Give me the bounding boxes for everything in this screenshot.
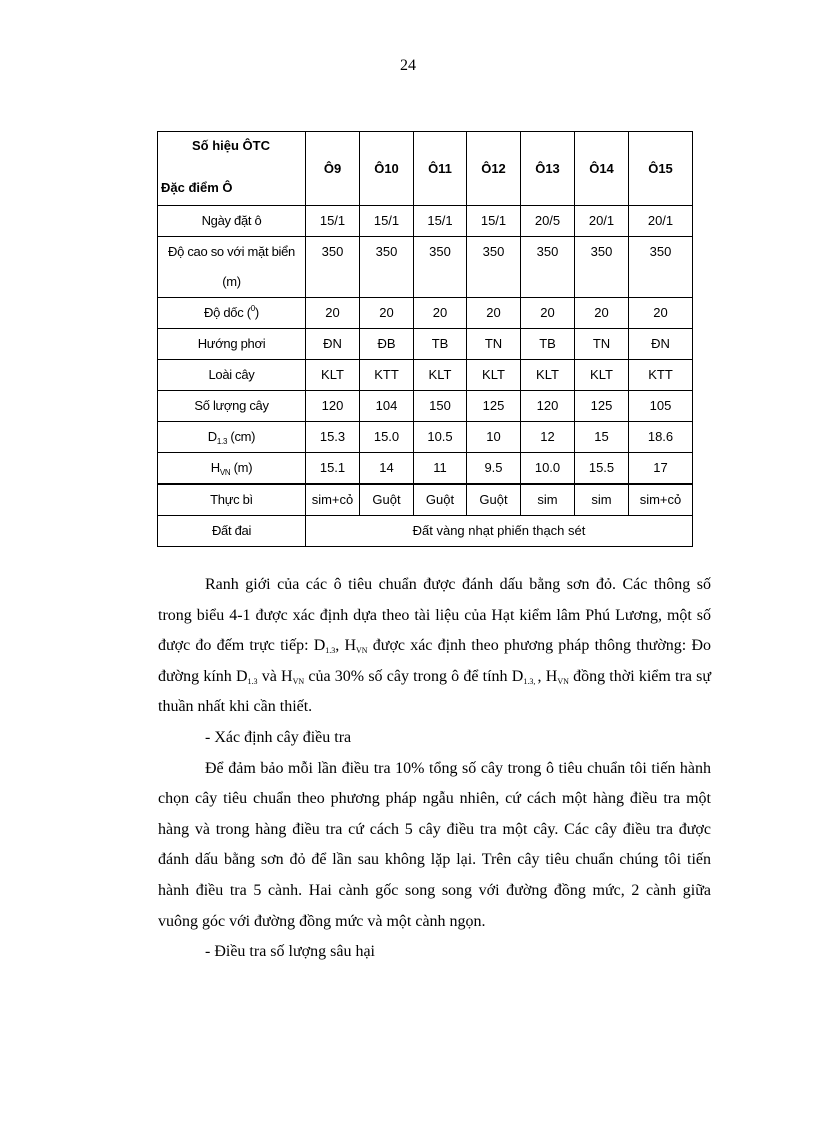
table-cell: KLT (414, 360, 467, 391)
header-plot-id-label: Số hiệu ÔTC (192, 138, 270, 153)
table-cell: 10.5 (414, 422, 467, 453)
table-cell: 104 (360, 391, 414, 422)
table-cell: 150 (414, 391, 467, 422)
row-label-line: Độ cao so với mặt biển (168, 244, 295, 259)
table-cell: 20/1 (629, 206, 693, 237)
table-cell: KLT (575, 360, 629, 391)
table-cell: 20 (414, 298, 467, 329)
table-cell: 11 (414, 453, 467, 485)
table-cell: 350 (521, 237, 575, 298)
table-cell: 10 (467, 422, 521, 453)
row-label: Loài cây (158, 360, 306, 391)
table-cell: 18.6 (629, 422, 693, 453)
table-cell: sim+cỏ (629, 484, 693, 516)
table-cell: KTT (629, 360, 693, 391)
table-cell: Guột (360, 484, 414, 516)
table-row (158, 237, 693, 298)
table-cell: KLT (467, 360, 521, 391)
table-row (158, 206, 693, 237)
table-cell: 12 (521, 422, 575, 453)
table-row (158, 391, 693, 422)
table-cell: sim (521, 484, 575, 516)
table-row (158, 422, 693, 453)
table-cell: 15.5 (575, 453, 629, 485)
table-cell: TN (575, 329, 629, 360)
table-cell: 17 (629, 453, 693, 485)
table-row (158, 484, 693, 516)
row-label: Thực bì (158, 484, 306, 516)
body-text (158, 570, 711, 968)
table-cell: KLT (521, 360, 575, 391)
table-cell: TB (414, 329, 467, 360)
table-row (158, 329, 693, 360)
table-cell: 350 (629, 237, 693, 298)
table-cell: 350 (306, 237, 360, 298)
table-cell: 15/1 (467, 206, 521, 237)
table-cell: ĐN (629, 329, 693, 360)
table-cell: 350 (467, 237, 521, 298)
table-cell: TN (467, 329, 521, 360)
section-heading: - Xác định cây điều tra (205, 728, 352, 746)
table-header-row (158, 132, 693, 206)
table-cell: 20/1 (575, 206, 629, 237)
table-row (158, 453, 693, 485)
table-row (158, 360, 693, 391)
header-plot-feature-label: Đặc điểm Ô (161, 180, 233, 195)
table-cell: 14 (360, 453, 414, 485)
table-cell: 105 (629, 391, 693, 422)
column-header: Ô11 (414, 132, 467, 206)
table-cell: 15/1 (414, 206, 467, 237)
row-label: Số lượng cây (158, 391, 306, 422)
table-cell: 20 (575, 298, 629, 329)
paragraph: Ranh giới của các ô tiêu chuẩn được đánh dấu bằng sơn đỏ. Các thông số trong biểu 4-1 được xác định dựa theo tài liệu của Hạt kiểm lâm Phú Lương, một số được đo đếm trực tiếp: $D_{1.3}$, $H_{VN}$ được xác định theo phương pháp thông thường: Đo đường kính $D_{1.3}$ và $H_{VN}$ của 30% số cây trong ô để tính $D_{1.3,}$ , $H_{VN}$ đồng thời kiểm tra sự thuần nhất khi cần thiết. (158, 576, 712, 716)
table-cell: 20 (360, 298, 414, 329)
table-cell: 350 (360, 237, 414, 298)
section-heading: - Điều tra số lượng sâu hại (205, 943, 375, 961)
table-cell: 9.5 (467, 453, 521, 485)
row-label: Độ dốc ($^0$) (158, 298, 306, 329)
row-label-line: (m) (222, 274, 241, 289)
table-row (158, 516, 693, 547)
plot-characteristics-table (157, 131, 693, 547)
table-cell: 120 (521, 391, 575, 422)
table-cell: KLT (306, 360, 360, 391)
table-cell: 10.0 (521, 453, 575, 485)
table-cell-merged: Đất vàng nhạt phiến thạch sét (306, 516, 693, 547)
paragraph: Để đảm bảo mỗi lần điều tra 10% tổng số cây trong ô tiêu chuẩn tôi tiến hành chọn cây tiêu chuẩn theo phương pháp ngẫu nhiên, cứ cách một hàng điều tra một hàng và trong hàng điều tra cứ cách 5 cây điều tra một cây. Các cây điều tra được đánh dấu bằng sơn đỏ để lần sau không lặp lại. Trên cây tiêu chuẩn chúng tôi tiến hành điều tra 5 cành. Hai cành gốc song song với đường đồng mức, 2 cành giữa vuông góc với đường đồng mức và một cành ngọn. (158, 759, 711, 930)
row-label (158, 237, 306, 298)
table-cell: 120 (306, 391, 360, 422)
table-cell: Guột (467, 484, 521, 516)
table-cell: 350 (414, 237, 467, 298)
row-label: $H_{VN}$ (m) (158, 453, 306, 485)
row-label: $D_{1.3}$ (cm) (158, 422, 306, 453)
table-cell: 15.1 (306, 453, 360, 485)
table-cell: 125 (575, 391, 629, 422)
column-header: Ô14 (575, 132, 629, 206)
table-cell: sim+cỏ (306, 484, 360, 516)
table-cell: 20/5 (521, 206, 575, 237)
table-cell: 20 (306, 298, 360, 329)
table-cell: 20 (521, 298, 575, 329)
row-label: Đất đai (158, 516, 306, 547)
table-cell: 20 (467, 298, 521, 329)
table-cell: 350 (575, 237, 629, 298)
table-cell: sim (575, 484, 629, 516)
table-row (158, 298, 693, 329)
table-cell: 15.3 (306, 422, 360, 453)
table-cell: 15 (575, 422, 629, 453)
column-header: Ô10 (360, 132, 414, 206)
row-label: Ngày đặt ô (158, 206, 306, 237)
table-cell: ĐN (306, 329, 360, 360)
table-cell: 20 (629, 298, 693, 329)
table-cell: 15.0 (360, 422, 414, 453)
table-cell: TB (521, 329, 575, 360)
column-header: Ô12 (467, 132, 521, 206)
page-number: 24 (400, 57, 416, 74)
column-header: Ô13 (521, 132, 575, 206)
table-cell: Guột (414, 484, 467, 516)
table-cell: KTT (360, 360, 414, 391)
table-cell: 15/1 (360, 206, 414, 237)
table-cell: 15/1 (306, 206, 360, 237)
table-cell: ĐB (360, 329, 414, 360)
header-corner-cell (158, 132, 306, 206)
column-header: Ô15 (629, 132, 693, 206)
table-cell: 125 (467, 391, 521, 422)
column-header: Ô9 (306, 132, 360, 206)
row-label: Hướng phơi (158, 329, 306, 360)
